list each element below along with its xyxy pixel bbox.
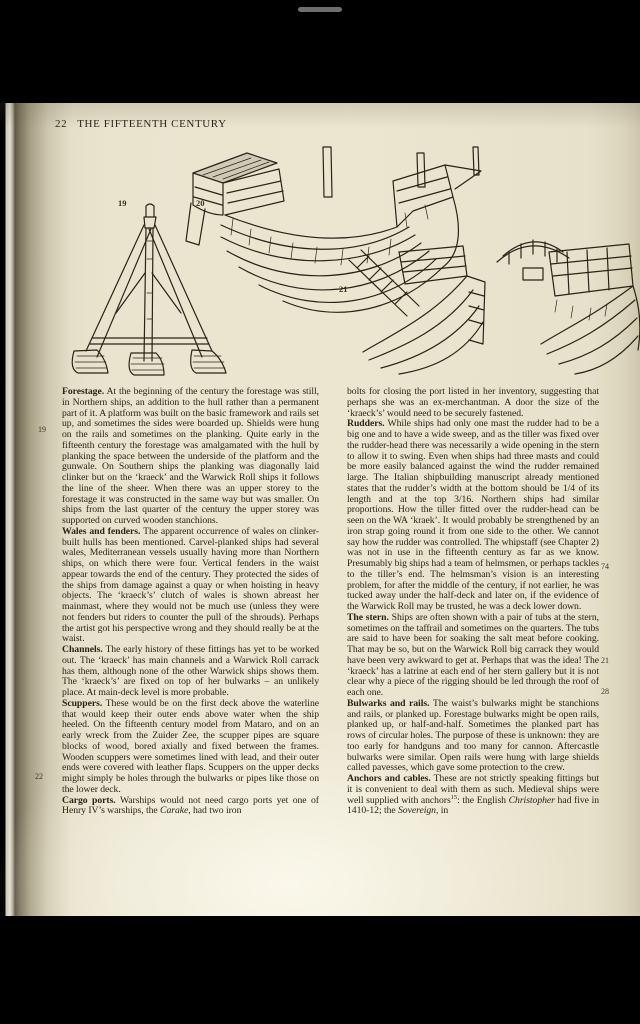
margin-ref-22: 22 [35, 772, 43, 781]
paragraph: Rudders. While ships had only one mast the rudder had to be a big one and to have a wide sweep, and as the tiller was fixed over the rudder-head there was necessarily a wide opening in the stern to allow it to swing. Even when ships had three masts and could be more easily balanced against the wind the rudder remained large. The Italian shipbuilding manuscript already mentioned states that the rudder’s width at the bottom should be 1/4 of its length and at the top 3/16. Northern ships had similar proportions. How the tiller fitted over the rudder-head can be seen on the WA ‘kraek’. It would probably be strengthened by an iron strap going round it from one side to the other. We cannot say how the rudder was controlled. The whipstaff (see Chapter 2) was not in use in the fifteenth century as far as we know. Presumably big ships had a team of helmsmen, or perhaps tackles to the tiller’s end. The helmsman’s vision is an interesting problem, for after the middle of the century, if not earlier, he was tucked away under the half-deck and later on, if the evidence of the Warwick Roll may be trusted, he was a deck lower down. [347, 418, 599, 612]
paragraph: The stern. Ships are often shown with a pair of tubs at the stern, sometimes on the taffrail and sometimes on the quarters. The tubs are said to have been for soaking the salt meat before cooking. That may be so, but on the Warwick Roll big carrack they would have been very awkward to get at. Perhaps that was the idea! The ‘kraeck’ has a latrine at each end of her stern gallery but it is not clear why a piece of the rigging should be led through the roof of each one. [347, 611, 599, 698]
paragraph: Cargo ports. Warships would not need cargo ports yet one of Henry IV’s warships, the Carake, had two iron [62, 794, 319, 817]
paragraph: Anchors and cables. These are not strictly speaking fittings but it is convenient to deal with them as such. Medieval ships were well supplied with anchors$^{15}$: the English Christopher had five in 1410-12; the Sovereign, in [347, 773, 599, 817]
book-page [0, 103, 640, 916]
top-drag-handle[interactable] [298, 7, 342, 12]
figure-label-19: 19 [118, 198, 127, 208]
chapter-title: THE FIFTEENTH CENTURY [77, 118, 227, 130]
page-number: 22 [55, 118, 68, 130]
paragraph: Forestage. At the beginning of the century the forestage was still, in Northern ships, an addition to the hull rather than a permanent part of it. A platform was built on the basic framework and rails set up, and sometimes the sides were boarded up. Shields were hung on the rails and sometimes on the planking. Quite early in the fifteenth century the forestage was amalgamated with the hull by planking the space between the underside of the platform and the gunwale. On Southern ships the planking was diagonally laid clinker but on the ‘kraeck’ and the Warwick Roll ships it follows the line of the sheer. When there was an upper storey to the forestage it was constructed in the same way but was smaller. On ships from the last quarter of the century the upper storey was supported on curved wooden stanchions. [62, 387, 319, 526]
paragraph: Bulwarks and rails. The waist’s bulwarks might be stanchions and rails, or planked up. Forestage bulwarks might be open rails, planked up, or half-and-half. Sometimes the planked part has rows of circular holes. The purpose of these is unknown: they are too early for handguns and too many for cannon. Aftercastle bulwarks were similar. Open rails were hung with large shields called pavesses, which gave some protection to the crew. [347, 697, 599, 774]
margin-ref-74: 74 [601, 562, 609, 571]
figure-label-21: 21 [339, 284, 348, 294]
text-column-left [62, 387, 319, 889]
stern-views-drawing [345, 224, 640, 384]
running-head [55, 118, 227, 130]
margin-ref-19: 19 [38, 425, 46, 434]
paragraph: Channels. The early history of these fittings has yet to be worked out. The ‘kraeck’ has main channels and a Warwick Roll carrack has them, although none of the other Warwick ships shows them. The ‘kraeck’s’ are fixed on top of her bulwarks – an unlikely place. At main-deck level is more probable. [62, 644, 319, 698]
figure-label-20: 20 [196, 198, 205, 208]
text-column-right [347, 387, 599, 889]
stern-views-illustration [345, 224, 640, 384]
paragraph: Wales and fenders. The apparent occurrence of wales on clinker-built hulls has been mentioned. Carvel-planked ships had several wales, Mediterranean vessels usually having more than Northern ships, on which there were four. Vertical fenders in the waist appear towards the end of the century. They protected the sides of the ships from damage against a quay or when hoisting in heavy objects. The ‘kraeck’s’ clutch of wales is shown abreast her mainmast, where they would not be much use (unless they were not fenders but riders to counter the pull of the shrouds). Perhaps the artist got his perspective wrong and they should really be at the waist. [62, 525, 319, 645]
paragraph: Scuppers. These would be on the first deck above the waterline that would keep their outer ends above water when the ship heeled. On the fifteenth century model from Mataro, and on an early wreck from the Zuider Zee, the scupper pipes are square blocks of wood, bored axially and fixed between the frames. Wooden scuppers were sometimes lined with lead, and their outer ends were covered with leather flaps. Scuppers on the upper decks might simply be holes through the bulwarks or pipes like those on the lower deck. [62, 697, 319, 795]
margin-ref-28: 28 [601, 687, 609, 696]
margin-ref-21: 21 [601, 656, 609, 665]
paragraph: bolts for closing the port listed in her inventory, suggesting that perhaps she was an ex-merchantman. A door the size of the ‘kraeck’s’ would need to be securely fastened. [347, 387, 599, 419]
